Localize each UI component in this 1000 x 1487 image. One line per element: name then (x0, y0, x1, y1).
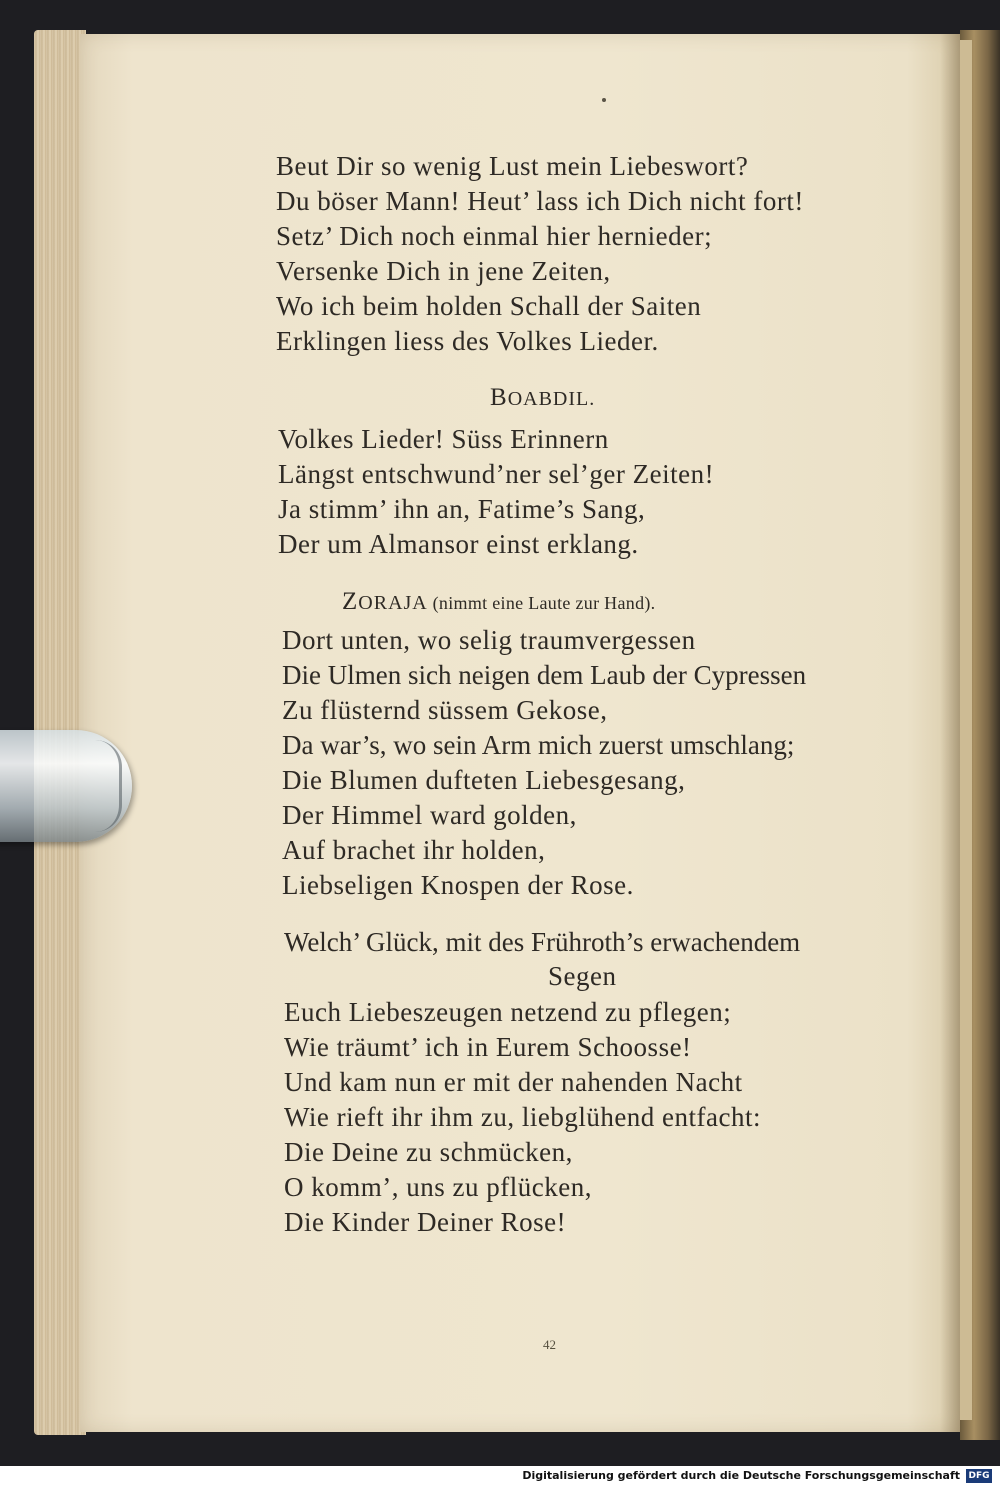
verse-line: Erklingen liess des Volkes Lieder. (276, 326, 659, 356)
stage-direction: (nimmt eine Laute zur Hand). (432, 593, 656, 613)
verse-line: Da war’s, wo sein Arm mich zuerst umschlang; (282, 730, 795, 760)
verse-line: Beut Dir so wenig Lust mein Liebeswort? (276, 151, 749, 181)
speaker-heading (342, 588, 655, 617)
verse-line: Euch Liebeszeugen netzend zu pflegen; (284, 997, 732, 1027)
verse-line: Längst entschwund’ner sel’ger Zeiten! (278, 459, 715, 489)
digitization-footer (0, 1466, 1000, 1487)
dfg-logo: DFG (966, 1469, 992, 1483)
verse-line: Und kam nun er mit der nahenden Nacht (284, 1067, 743, 1097)
verse-line: Der um Almansor einst erklang. (278, 529, 639, 559)
page-fore-edge (960, 40, 972, 1420)
funding-credit: Digitalisierung gefördert durch die Deutsche Forschungsgemeinschaft (522, 1469, 960, 1482)
verse-line: O komm’, uns zu pflücken, (284, 1172, 592, 1202)
verse-line-continuation: Segen (548, 961, 617, 991)
verse-line: Auf brachet ihr holden, (282, 835, 546, 865)
speaker-initial: B (490, 384, 508, 411)
verse-line: Ja stimm’ ihn an, Fatime’s Sang, (278, 494, 646, 524)
speaker-initial: Z (342, 588, 359, 615)
verse-line: Der Himmel ward golden, (282, 800, 577, 830)
verse-line: Die Deine zu schmücken, (284, 1137, 573, 1167)
verse-line: Wo ich beim holden Schall der Saiten (276, 291, 702, 321)
page-clip (0, 730, 132, 842)
speaker-name-rest: ORAJA (358, 592, 427, 614)
verse-line: Wie rieft ihr ihm zu, liebglühend entfacht: (284, 1102, 762, 1132)
verse-line: Liebseligen Knospen der Rose. (282, 870, 634, 900)
verse-line: Setz’ Dich noch einmal hier hernieder; (276, 221, 713, 251)
verse-line: Versenke Dich in jene Zeiten, (276, 256, 611, 286)
speaker-heading (490, 384, 595, 413)
ink-dot (602, 98, 606, 102)
verse-line: Die Blumen dufteten Liebesgesang, (282, 765, 686, 795)
verse-line: Welch’ Glück, mit des Frühroth’s erwachendem (284, 927, 801, 957)
page-number: 42 (543, 1337, 556, 1352)
verse-line: Volkes Lieder! Süss Erinnern (278, 424, 609, 454)
verse-line: Die Kinder Deiner Rose! (284, 1207, 567, 1237)
verse-line: Zu flüsternd süssem Gekose, (282, 695, 608, 725)
verse-line: Du böser Mann! Heut’ lass ich Dich nicht fort! (276, 186, 804, 216)
verse-line: Die Ulmen sich neigen dem Laub der Cypressen (282, 660, 807, 690)
verse-line: Dort unten, wo selig traumvergessen (282, 625, 696, 655)
speaker-name-rest: OABDIL. (507, 388, 596, 410)
verse-line: Wie träumt’ ich in Eurem Schoosse! (284, 1032, 692, 1062)
spine-shadow (940, 34, 962, 1432)
